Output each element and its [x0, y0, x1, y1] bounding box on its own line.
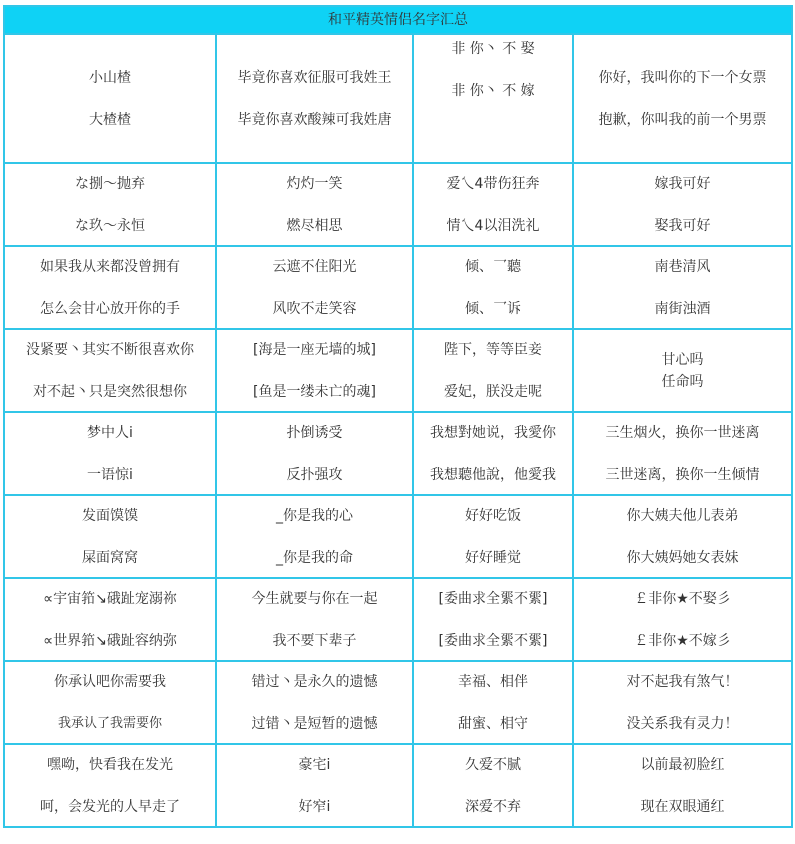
table-cell	[4, 744, 216, 827]
name-line-2: 没关系我有灵力！	[626, 715, 739, 732]
name-line-2: _你是我的命	[276, 549, 353, 566]
table-cell	[216, 495, 413, 578]
name-line-2: 一语惊i	[87, 466, 133, 483]
name-line-1: 好好吃饭	[465, 507, 521, 524]
table-cell	[573, 34, 792, 163]
table-cell	[216, 34, 413, 163]
name-line-1: 扑倒诱受	[286, 424, 343, 441]
table-cell	[4, 412, 216, 495]
name-line-1: ∝宇宙筘↘硪趾宠溺祢	[43, 590, 177, 607]
table-cell	[413, 329, 573, 412]
name-line-1: 爱乀4带伤狂奔	[446, 175, 540, 192]
name-line-2: 好窄i	[298, 798, 331, 815]
name-line-2: ∝世界筘↘硪趾容纳弥	[43, 632, 177, 649]
name-line-1: 灼灼一笑	[286, 175, 343, 192]
name-line-2: 风吹不走笑容	[272, 300, 357, 317]
name-line-1: 嘿呦，快看我在发光	[47, 756, 173, 773]
name-line-1: な捌～抛弃	[75, 175, 145, 192]
name-line-1: 我想對她说，我愛你	[430, 424, 556, 441]
name-line-2: 任命吗	[661, 373, 704, 390]
name-line-1: _你是我的心	[276, 507, 353, 524]
table-cell	[216, 163, 413, 246]
name-line-1: 小山楂	[89, 69, 131, 86]
name-line-1: 倾、乛聽	[465, 258, 521, 275]
name-line-1: 豪宅i	[298, 756, 331, 773]
name-line-2: 呵，会发光的人早走了	[40, 798, 180, 815]
name-line-2: 非 你丶 不 嫁	[451, 83, 535, 99]
name-line-2: な玖～永恒	[75, 217, 145, 234]
name-line-1: 幸福、相伴	[458, 673, 528, 690]
name-line-2: 对不起丶只是突然很想你	[33, 383, 187, 400]
name-line-2: 我不要下辈子	[272, 632, 357, 649]
name-line-2: 倾、乛诉	[465, 300, 521, 317]
table-cell	[413, 661, 573, 744]
table-cell	[573, 412, 792, 495]
table-row	[4, 163, 792, 246]
name-line-2: 过错丶是短暂的遗憾	[251, 715, 378, 732]
table-cell	[216, 578, 413, 661]
name-line-1: 梦中人i	[87, 424, 133, 441]
name-line-2: [委曲求全綤不綤]	[438, 632, 548, 649]
name-line-1: 对不起我有煞气！	[626, 673, 739, 690]
name-line-2: 情乀4以泪洗礼	[446, 217, 540, 234]
table-cell	[413, 34, 573, 163]
name-line-1: 错过丶是永久的遗憾	[251, 673, 378, 690]
name-line-1: 久爱不腻	[465, 756, 521, 773]
name-line-2: 我承认了我需要你	[57, 715, 162, 731]
name-line-2: 抱歉，你叫我的前一个男票	[598, 111, 767, 128]
name-line-2: 燃尽相思	[286, 217, 343, 234]
name-line-2: 反扑强攻	[286, 466, 343, 483]
table-row	[4, 34, 792, 163]
table-row	[4, 661, 792, 744]
name-line-2: 毕竟你喜欢酸辣可我姓唐	[237, 111, 392, 128]
name-line-1: 非 你丶 不 娶	[451, 41, 535, 57]
name-line-2: 甜蜜、相守	[458, 715, 528, 732]
table-cell	[413, 744, 573, 827]
table-cell	[413, 163, 573, 246]
table-row	[4, 412, 792, 495]
name-line-1: 南巷清风	[654, 258, 711, 275]
table-cell	[4, 495, 216, 578]
name-line-1: 如果我从来都没曾拥有	[40, 258, 180, 275]
table-cell	[573, 744, 792, 827]
table-cell	[4, 661, 216, 744]
name-line-2: 爱妃，朕没走呢	[444, 383, 542, 400]
name-line-1: 嫁我可好	[654, 175, 711, 192]
name-line-1: ￡非你★不娶彡	[634, 590, 731, 607]
table-cell	[216, 412, 413, 495]
table-cell	[4, 578, 216, 661]
name-line-2: [鱼是一缕未亡的魂]	[253, 383, 376, 400]
table-row	[4, 578, 792, 661]
name-line-2: ￡非你★不嫁彡	[634, 632, 731, 649]
name-line-1: 今生就要与你在一起	[251, 590, 378, 607]
name-line-2: 屎面窝窝	[82, 549, 138, 566]
table-cell	[413, 495, 573, 578]
couple-names-table	[3, 5, 793, 828]
table-cell	[573, 495, 792, 578]
table-cell	[573, 163, 792, 246]
table-cell	[413, 578, 573, 661]
table-cell	[216, 744, 413, 827]
table-cell	[573, 661, 792, 744]
table-cell	[216, 661, 413, 744]
table-cell	[4, 246, 216, 329]
name-line-1: 你大姨夫他儿表弟	[626, 507, 739, 524]
table-cell	[4, 163, 216, 246]
name-line-1: 发面馍馍	[82, 507, 138, 524]
name-line-1: 你好，我叫你的下一个女票	[598, 69, 767, 86]
name-line-2: 好好睡觉	[465, 549, 521, 566]
name-line-2: 怎么会甘心放开你的手	[40, 300, 180, 317]
table-row	[4, 329, 792, 412]
table-cell	[216, 329, 413, 412]
name-line-2: 我想聽他說，他愛我	[430, 466, 556, 483]
name-line-1: [委曲求全綤不綤]	[438, 590, 548, 607]
name-line-1: 云遮不住阳光	[272, 258, 357, 275]
table-cell	[413, 246, 573, 329]
table-cell	[4, 34, 216, 163]
table-cell	[413, 412, 573, 495]
name-line-1: 以前最初脸红	[640, 756, 725, 773]
table-row	[4, 246, 792, 329]
name-line-1: 毕竟你喜欢征服可我姓王	[237, 69, 392, 86]
name-line-2: 现在双眼通红	[640, 798, 725, 815]
name-line-2: 深爱不弃	[465, 798, 521, 815]
name-line-1: 没紧要丶其实不断很喜欢你	[26, 341, 194, 358]
table-row	[4, 495, 792, 578]
table-cell	[573, 246, 792, 329]
table-cell	[4, 329, 216, 412]
table-row	[4, 744, 792, 827]
name-line-2: 南街浊酒	[654, 300, 711, 317]
table-cell	[573, 578, 792, 661]
table-cell	[216, 246, 413, 329]
name-line-2: 大楂楂	[89, 111, 131, 128]
name-line-1: [海是一座无墙的城]	[253, 341, 376, 358]
name-line-2: 娶我可好	[654, 217, 711, 234]
name-line-1: 甘心吗	[661, 351, 704, 368]
name-line-2: 你大姨妈她女表妹	[626, 549, 739, 566]
table-title: 和平精英情侣名字汇总	[4, 6, 792, 34]
name-line-1: 你承认吧你需要我	[54, 673, 166, 690]
name-line-1: 三生烟火，换你一世迷离	[605, 424, 760, 441]
name-line-1: 陛下，等等臣妾	[444, 341, 542, 358]
table-cell	[573, 329, 792, 412]
name-line-2: 三世迷离，换你一生倾情	[605, 466, 760, 483]
